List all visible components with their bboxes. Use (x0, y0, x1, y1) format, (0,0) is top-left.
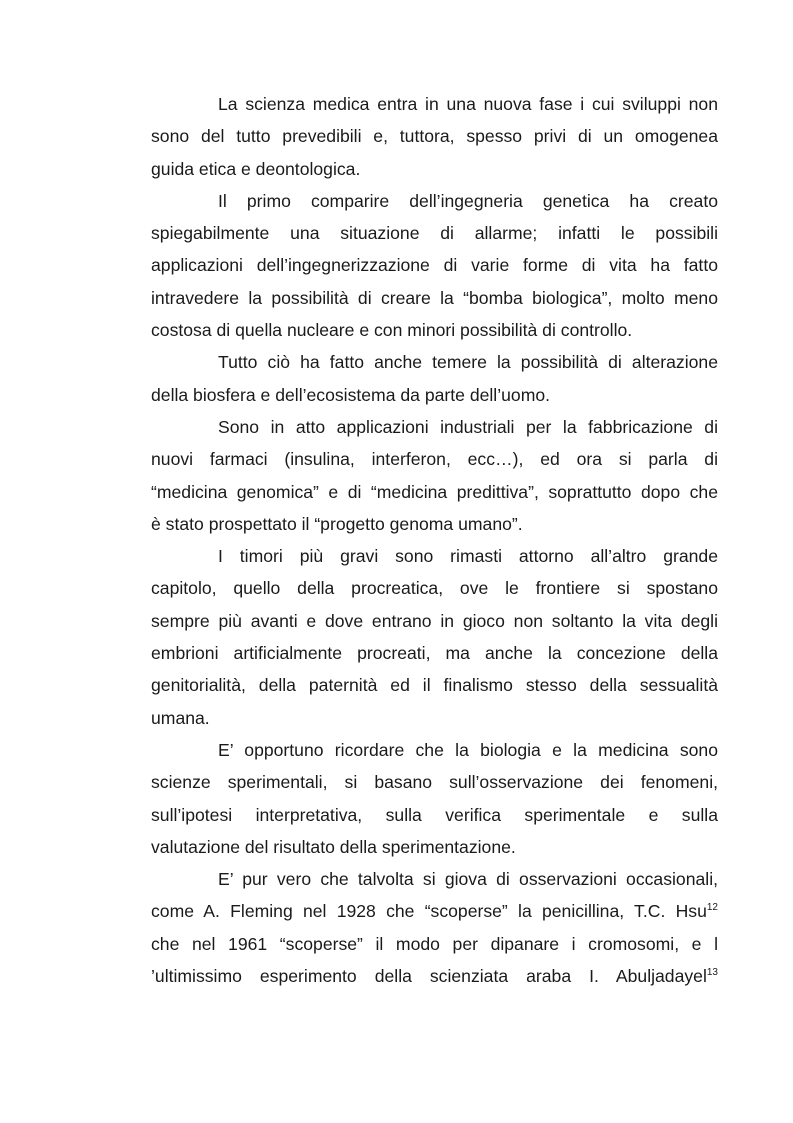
text-line: E’ pur vero che talvolta si giova di osservazioni occasionali, (218, 869, 718, 890)
text-line: che nel 1961 “scoperse” il modo per dipanare i cromosomi, e l (151, 933, 718, 954)
text-line: intravedere la possibilità di creare la “bomba biologica”, molto meno (151, 287, 718, 308)
text-line: “medicina genomica” e di “medicina predittiva”, soprattutto dopo che (151, 481, 718, 502)
text-line: sempre più avanti e dove entrano in gioco non soltanto la vita degli (151, 610, 718, 631)
text-fragment: ’ultimissimo esperimento della scienziata araba I. Abuljadayel (151, 966, 707, 987)
text-line: spiegabilmente una situazione di allarme; infatti le possibili (151, 223, 718, 244)
text-line: valutazione del risultato della sperimentazione. (151, 836, 516, 857)
text-line: I timori più gravi sono rimasti attorno all’altro grande (218, 546, 718, 567)
text-line: La scienza medica entra in una nuova fase i cui sviluppi non (218, 94, 718, 114)
text-line: costosa di quella nucleare e con minori possibilità di controllo. (151, 320, 633, 341)
text-line: applicazioni dell’ingegnerizzazione di varie forme di vita ha fatto (151, 255, 718, 276)
text-line: genitorialità, della paternità ed il finalismo stesso della sessualità (151, 675, 718, 696)
footnote-ref-12[interactable]: 12 (706, 902, 718, 914)
text-line: embrioni artificialmente procreati, ma anche la concezione della (151, 643, 718, 664)
text-line: scienze sperimentali, si basano sull’osservazione dei fenomeni, (151, 772, 718, 793)
text-line: sull’ipotesi interpretativa, sulla verifica sperimentale e sulla (151, 804, 718, 825)
text-line-with-footnote (151, 895, 718, 927)
text-line: guida etica e deontologica. (151, 158, 361, 179)
text-line: Il primo comparire dell’ingegneria genetica ha creato (218, 190, 718, 211)
text-line: della biosfera e dell’ecosistema da parte dell’uomo. (151, 384, 551, 405)
text-line: è stato prospettato il “progetto genoma umano”. (151, 513, 523, 534)
text-fragment: come A. Fleming nel 1928 che “scoperse” la penicillina, T.C. Hsu (151, 901, 707, 922)
text-line: E’ opportuno ricordare che la biologia e la medicina sono (218, 739, 718, 760)
text-line: capitolo, quello della procreatica, ove le frontiere si spostano (151, 578, 718, 599)
text-line: sono del tutto prevedibili e, tuttora, spesso privi di un omogenea (151, 126, 718, 147)
footnote-ref-13[interactable]: 13 (706, 967, 718, 979)
text-line: Sono in atto applicazioni industriali per la fabbricazione di (218, 416, 718, 437)
text-line: umana. (151, 707, 210, 728)
document-page (151, 88, 718, 992)
text-line: Tutto ciò ha fatto anche temere la possibilità di alterazione (218, 352, 718, 373)
text-line-with-footnote (151, 960, 718, 992)
text-line: nuovi farmaci (insulina, interferon, ecc…), ed ora si parla di (151, 449, 718, 470)
